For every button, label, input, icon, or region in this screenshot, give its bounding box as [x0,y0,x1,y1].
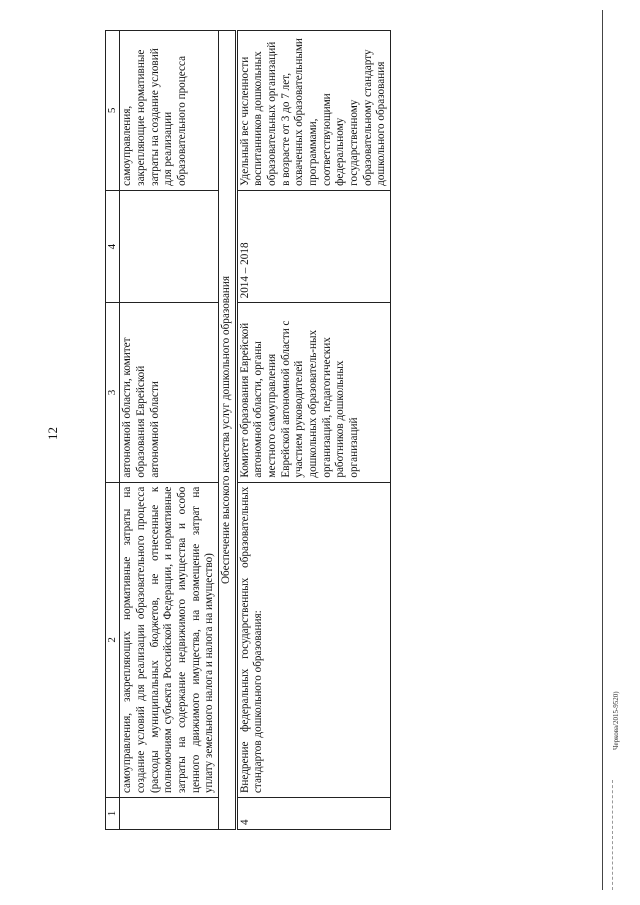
cell-executors: автономной области, комитет образования Еврейской автономной области [120,303,219,482]
table-row-continued [120,31,219,830]
section-row [219,31,237,830]
column-header-1: 1 [106,798,120,830]
column-header-3: 3 [106,303,120,482]
table-row-4 [236,31,390,830]
column-header-2: 2 [106,482,120,797]
footer-stamp: Черкова/2015-9520) [612,691,620,750]
cell-num: 4 [236,798,390,830]
section-title: Обеспечение высокого качества услуг дошкольного образования [219,31,237,830]
margin-marks [612,780,614,890]
rotated-content [45,0,605,870]
column-header-5: 5 [106,31,120,191]
column-header-4: 4 [106,190,120,303]
cell-period: 2014 – 2018 [236,190,390,303]
column-number-row [106,31,120,830]
cell-measure: самоуправления, закрепляющих нормативные затраты на создание условий для реализации образовательного процесса (расходы муниципальных бюджетов, не отнесенные к полномочиям субъекта Российской Федерации, и нормативные затраты на содержание недвижимого имущества и особо ценного движимого имущества, на возмещение затрат на уплату земельного налога и налога на имущество) [120,482,219,797]
cell-period [120,190,219,303]
cell-num [120,798,219,830]
cell-indicator: самоуправления, закрепляющие нормативные затраты на создание условий для реализации образовательного процесса [120,31,219,191]
cell-executors: Комитет образования Еврейской автономной области, органы местного самоуправления Еврейской автономной области с участием руководителей дошкольных образователь-ных организаций, педагогических работников дошкольных организаций [236,303,390,482]
cell-indicator: Удельный вес численности воспитанников дошкольных образовательных организаций в возрасте от 3 до 7 лет, охваченных образовательными программами, соответствующими федеральному государственному образовательному стандарту дошкольного образования [236,31,390,191]
plan-table [105,30,391,830]
cell-measure: Внедрение федеральных государственных образовательных стандартов дошкольного образования: [236,482,390,797]
page-number: 12 [45,427,60,440]
